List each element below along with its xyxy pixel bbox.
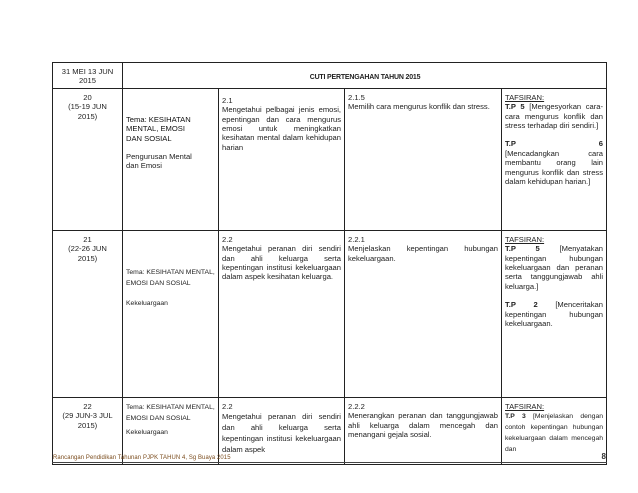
performance-level-b — [505, 139, 603, 186]
table-row — [53, 230, 607, 397]
performance-level-a-text: [Menyatakan kepentingan hubungan kekeluargaan dan peranan serta tanggungjawab ahli keluarga.] — [505, 244, 604, 291]
unit-title — [126, 152, 215, 171]
table-header-row — [53, 63, 607, 89]
theme-cell — [123, 88, 219, 230]
week-number: 20 — [83, 92, 92, 102]
footer-divider — [52, 462, 607, 463]
footer-text: Rancangan Pendidikan Tahunan PJPK TAHUN 4, Sg Buaya 2015 — [53, 454, 231, 461]
learning-standard-cell — [345, 230, 502, 397]
learning-standard-cell — [345, 397, 502, 464]
week-dates: (22-26 JUN — [68, 244, 107, 254]
week-number: 22 — [83, 401, 92, 411]
week-dates: (29 JUN-3 JUL — [62, 411, 113, 421]
unit-line1: Pengurusan Mental — [126, 152, 192, 162]
unit-title: Kekeluargaan — [126, 299, 168, 307]
week-number: 21 — [83, 234, 92, 244]
content-standard-text: Mengetahui pelbagai jenis emosi, epentingan dan cara mengurus emosi untuk meningkatkan kesihatan mental dalam kehidupan harian — [222, 105, 341, 152]
theme-line3: DAN SOSIAL — [126, 133, 172, 143]
performance-level-a-label: T.P 5 — [505, 244, 540, 254]
week-cell — [53, 88, 123, 230]
performance-level-b-number: 6 — [598, 139, 604, 149]
header-date-line2: 2015 — [79, 76, 96, 86]
performance-level-b-label: T.P — [505, 139, 516, 149]
theme-prefix: Tema: — [126, 403, 147, 411]
performance-level-a-text: [Mengesyorkan cara-cara mengurus konflik dan stress terhadap diri sendiri.] — [505, 102, 604, 131]
performance-level-a-label: T.P 5 — [505, 102, 525, 112]
week-dates-year: 2015) — [77, 420, 98, 430]
week-dates: (15-19 JUN — [68, 102, 107, 112]
performance-level-b-text: [Mencadangkan cara membantu orang lain mengurus konflik dan stress dalam kehidupan harian.] — [505, 148, 604, 187]
content-standard-code: 2.2 — [222, 401, 233, 411]
interpretation-label: TAFSIRAN: — [505, 234, 545, 244]
theme-title — [126, 402, 215, 424]
content-standard-cell — [219, 88, 345, 230]
theme-title — [126, 115, 215, 143]
content-standard-text: Mengetahui peranan diri sendiri dan ahli keluarga serta kepentingan institusi kekeluargaan dalam aspek kesihatan keluarga. — [222, 244, 341, 282]
theme-title — [126, 267, 215, 289]
performance-level-b-label: T.P 2 — [505, 300, 538, 310]
learning-standard-cell — [345, 88, 502, 230]
performance-level-b-text: [Menceritakan kepentingan hubungan kekeluargaan. — [505, 300, 604, 329]
learning-standard-code: 2.2.1 — [348, 234, 365, 244]
interpretation-cell — [502, 397, 607, 464]
performance-level-a — [505, 244, 603, 291]
content-standard-code: 2.1 — [222, 95, 233, 105]
learning-standard-text: Memilih cara mengurus konflik dan stress. — [348, 102, 490, 112]
lesson-plan-table — [52, 62, 607, 465]
content-standard-cell — [219, 230, 345, 397]
theme-line2: MENTAL, EMOSI — [126, 124, 185, 134]
table-row — [53, 88, 607, 230]
week-dates-year: 2015) — [77, 253, 98, 263]
page-title: CUTI PERTENGAHAN TAHUN 2015 — [309, 71, 420, 81]
header-date-cell — [53, 63, 123, 89]
unit-title: Kekeluargaan — [126, 428, 168, 436]
performance-level-a-label: T.P 3 — [505, 413, 526, 421]
header-date-line1: 31 MEI 13 JUN — [61, 67, 114, 76]
theme-line1: Tema: KESIHATAN — [126, 114, 191, 124]
performance-level-a — [505, 411, 603, 455]
learning-standard-code: 2.1.5 — [348, 92, 365, 102]
interpretation-cell — [502, 88, 607, 230]
content-standard-code: 2.2 — [222, 234, 233, 244]
performance-level-b — [505, 300, 603, 328]
theme-name: KESIHATAN MENTAL, EMOSI DAN SOSIAL — [126, 268, 215, 287]
interpretation-label: TAFSIRAN: — [505, 92, 545, 102]
week-dates-year: 2015) — [77, 111, 98, 121]
performance-level-a — [505, 102, 603, 130]
content-standard-cell — [219, 397, 345, 464]
unit-line2: dan Emosi — [126, 161, 162, 171]
theme-cell — [123, 230, 219, 397]
page-number: 8 — [601, 452, 606, 461]
header-title-cell — [142, 63, 587, 89]
performance-level-a-text: [Menjelaskan dengan contoh kepentingan hubungan kekeluargaan dalam mencegah dan — [505, 413, 604, 454]
content-standard-text: Mengetahui peranan diri sendiri dan ahli keluarga serta kepentingan institusi kekeluargaan dalam aspek — [222, 412, 341, 455]
theme-prefix: Tema: — [126, 268, 147, 276]
interpretation-label: TAFSIRAN: — [505, 401, 545, 411]
learning-standard-code: 2.2.2 — [348, 401, 365, 411]
learning-standard-text: Menjelaskan kepentingan hubungan kekeluargaan. — [348, 244, 498, 263]
learning-standard-text: Menerangkan peranan dan tanggungjawab ahli keluarga dalam mencegah dan menangani gejala sosial. — [348, 411, 498, 440]
week-cell — [53, 230, 123, 397]
theme-name: KESIHATAN MENTAL, EMOSI DAN SOSIAL — [126, 403, 215, 422]
interpretation-cell — [502, 230, 607, 397]
